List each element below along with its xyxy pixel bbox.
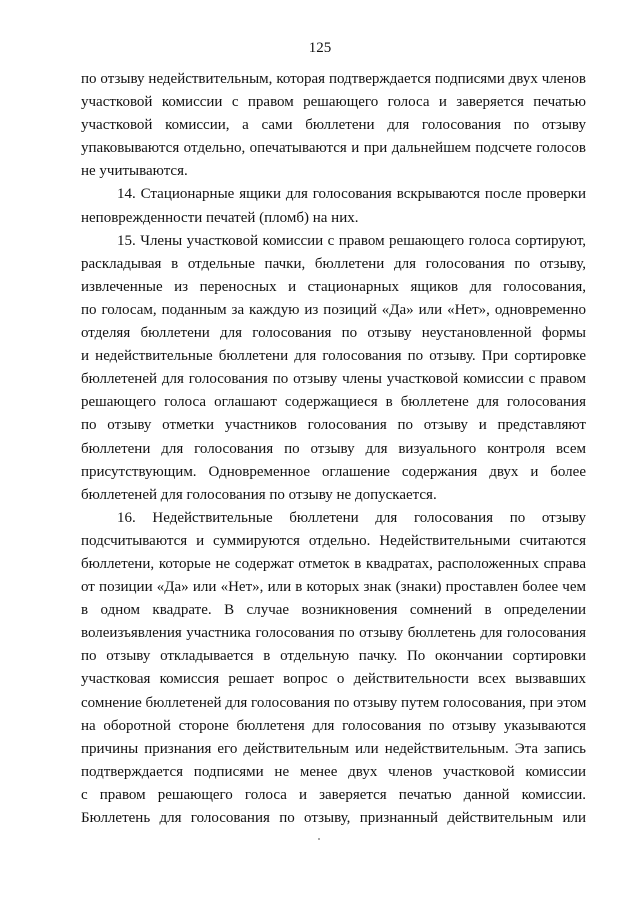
text-line: 15. Члены участковой комиссии с правом решающего голоса сортируют, xyxy=(117,232,586,249)
text-line: бюллетени для голосования по отзыву для визуального контроля всем xyxy=(81,440,586,457)
text-line: бюллетеней для голосования по отзыву члены участковой комиссии с правом xyxy=(81,371,586,388)
text-line: по отзыву недействительным, которая подтверждается подписями двух членов xyxy=(81,71,586,87)
text-line: от позиции «Да» или «Нет», или в которых знак (знаки) проставлен более чем xyxy=(81,579,586,596)
text-line: причины признания его действительным или недействительным. Эта запись xyxy=(81,740,586,757)
paragraph-16 xyxy=(81,507,586,830)
paragraph-14 xyxy=(81,183,586,229)
paragraph-15 xyxy=(81,230,586,507)
text-line: бюллетеней для голосования по отзыву не допускается. xyxy=(81,486,437,503)
text-line: бюллетени, которые не содержат отметок в квадратах, расположенных справа xyxy=(81,555,586,572)
text-line: сомнение бюллетеней для голосования по отзыву путем голосования, при этом xyxy=(81,694,587,711)
text-line: по голосам, поданным за каждую из позиций «Да» или «Нет», одновременно xyxy=(81,301,586,318)
scan-speck xyxy=(318,838,320,840)
text-line: неповрежденности печатей (пломб) на них. xyxy=(81,209,359,226)
text-line: участковой комиссии, а сами бюллетени для голосования по отзыву xyxy=(81,117,586,134)
text-line: извлеченные из переносных и стационарных ящиков для голосования, xyxy=(81,278,586,295)
text-line: участковой комиссии с правом решающего голоса и заверяется печатью xyxy=(81,94,586,111)
text-line: на оборотной стороне бюллетеня для голосования по отзыву указываются xyxy=(81,717,586,734)
text-line: и недействительные бюллетени для голосования по отзыву. При сортировке xyxy=(81,348,586,365)
text-line: по отзыву отметки участников голосования по отзыву и представляют xyxy=(81,417,586,434)
page-number: 125 xyxy=(308,40,332,56)
text-line: решающего голоса оглашают содержащиеся в бюллетене для голосования xyxy=(81,394,586,411)
document-body xyxy=(81,68,586,830)
text-line: не учитываются. xyxy=(81,163,188,180)
text-line: волеизъявления участника голосования по отзыву бюллетень для голосования xyxy=(81,625,586,642)
text-line: 16. Недействительные бюллетени для голосования по отзыву xyxy=(117,509,586,526)
text-line: участковая комиссия решает вопрос о действительности всех вызвавших xyxy=(81,671,586,688)
text-line: 14. Стационарные ящики для голосования вскрываются после проверки xyxy=(117,186,586,203)
text-line: раскладывая в отдельные пачки, бюллетени для голосования по отзыву, xyxy=(81,255,586,272)
text-line: по отзыву откладывается в отдельную пачку. По окончании сортировки xyxy=(81,648,586,665)
paragraph-continuation xyxy=(81,68,586,183)
text-line: с правом решающего голоса и заверяется печатью данной комиссии. xyxy=(81,786,586,803)
text-line: в одном квадрате. В случае возникновения сомнений в определении xyxy=(81,602,586,619)
text-line: Бюллетень для голосования по отзыву, признанный действительным или xyxy=(81,810,586,826)
text-line: подтверждается подписями не менее двух членов участковой комиссии xyxy=(81,763,586,780)
text-line: подсчитываются и суммируются отдельно. Недействительными считаются xyxy=(81,532,586,549)
text-line: отделяя бюллетени для голосования по отзыву неустановленной формы xyxy=(81,325,586,342)
text-line: упаковываются отдельно, опечатываются и при дальнейшем подсчете голосов xyxy=(81,140,586,157)
text-line: присутствующим. Одновременное оглашение содержания двух и более xyxy=(81,463,586,480)
